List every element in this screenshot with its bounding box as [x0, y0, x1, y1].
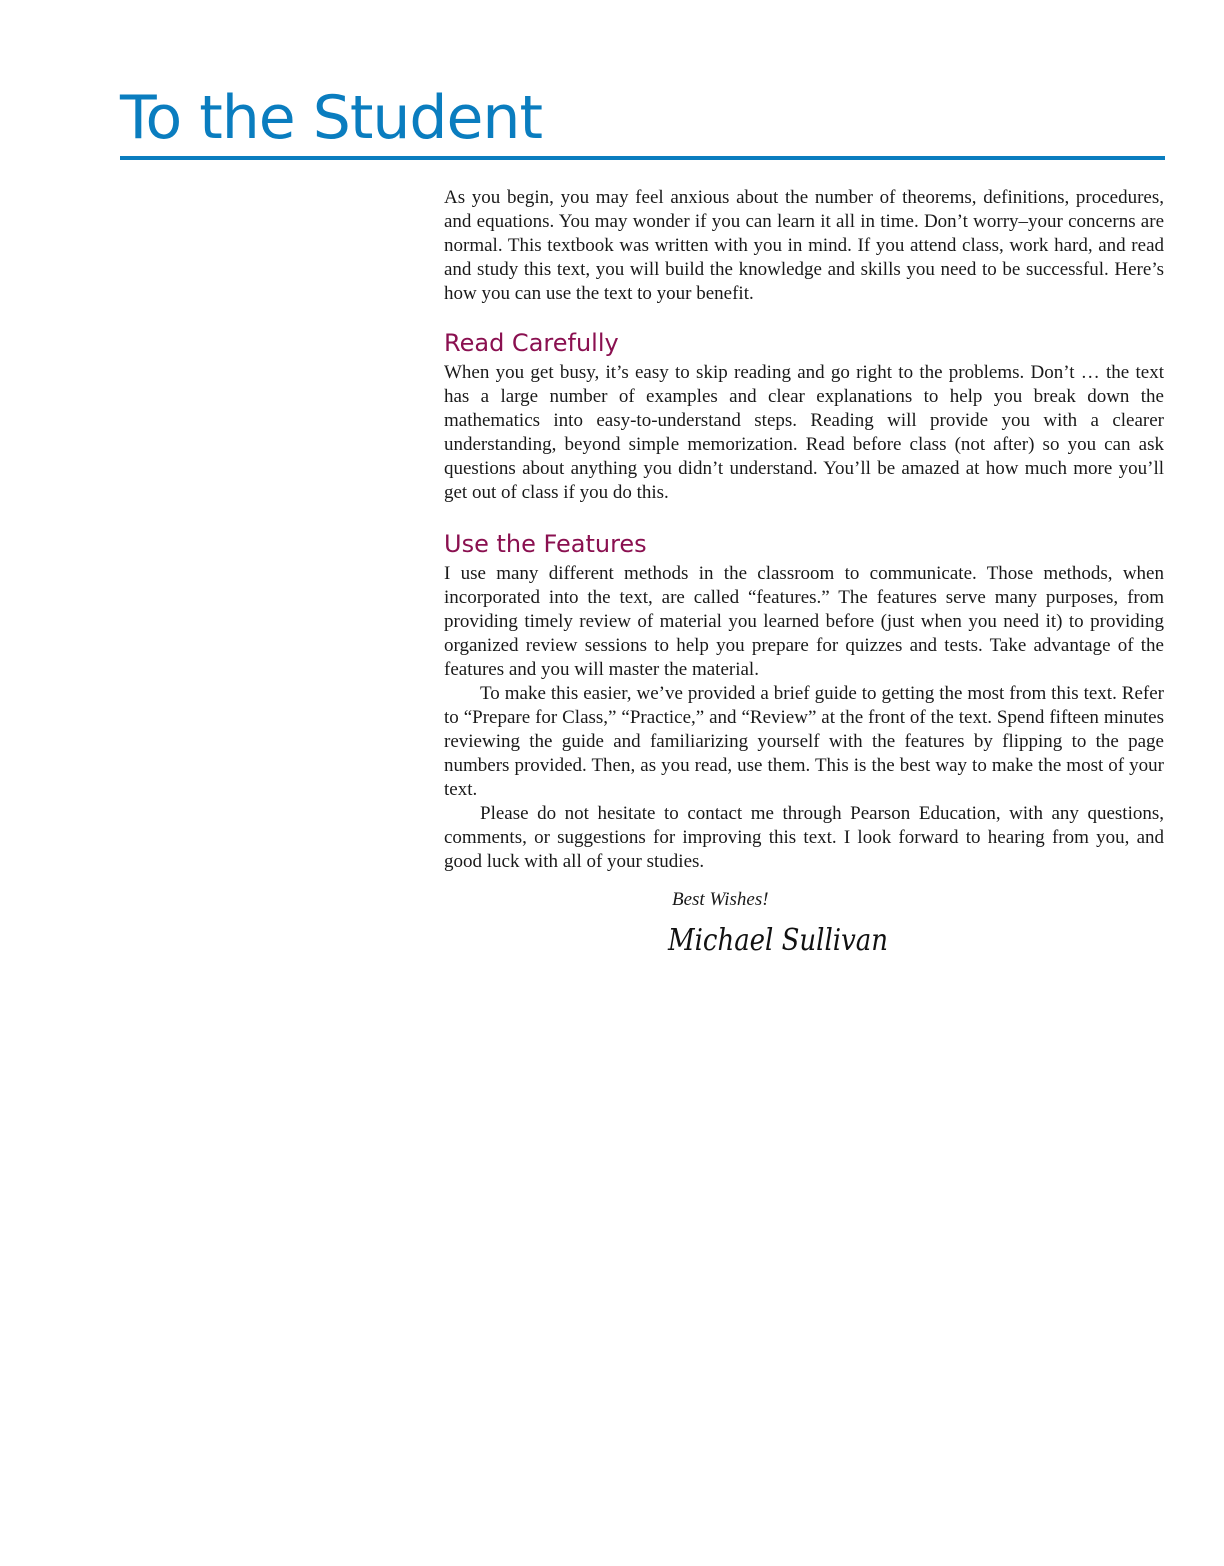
signature-handwriting: Michael Sullivan [667, 923, 888, 958]
features-paragraph-1: I use many different methods in the classroom to communicate. Those methods, when incorporated into the text, are called “features.” The features serve many purposes, from providing timely review of material you learned before (just when you need it) to providing organized review sessions to help you prepare for quizzes and tests. Take advantage of the features and you will master the material. [444, 563, 1164, 680]
intro-paragraph: As you begin, you may feel anxious about the number of theorems, definitions, procedures, and equations. You may wonder if you can learn it all in time. Don’t worry–your concerns are normal. This textbook was written with you in mind. If you attend class, work hard, and read and study this text, you will build the knowledge and skills you need to be successful. Here’s how you can use the text to your benefit. [444, 187, 1164, 304]
closing-salutation: Best Wishes! [672, 889, 769, 910]
section-heading-read-carefully: Read Carefully [444, 329, 619, 357]
features-paragraph-2: To make this easier, we’ve provided a brief guide to getting the most from this text. Refer to “Prepare for Class,” “Practice,” and “Review” at the front of the text. Spend fifteen minutes reviewing the guide and familiarizing yourself with the features by flipping to the page numbers provided. Then, as you read, use them. This is the best way to make the most of your text. [444, 683, 1164, 800]
title-rule [120, 156, 1165, 160]
signature [666, 916, 896, 962]
read-carefully-paragraph: When you get busy, it’s easy to skip reading and go right to the problems. Don’t … the text has a large number of examples and clear explanations to help you break down the mathematics into easy-to-understand steps. Reading will provide you with a clearer understanding, beyond simple memorization. Read before class (not after) so you can ask questions about anything you didn’t understand. You’ll be amazed at how much more you’ll get out of class if you do this. [444, 362, 1164, 503]
features-paragraph-3: Please do not hesitate to contact me through Pearson Education, with any questions, comments, or suggestions for improving this text. I look forward to hearing from you, and good luck with all of your studies. [444, 803, 1164, 872]
page-title: To the Student [120, 83, 542, 153]
letter-body [444, 186, 1164, 962]
section-heading-use-the-features: Use the Features [444, 530, 647, 558]
